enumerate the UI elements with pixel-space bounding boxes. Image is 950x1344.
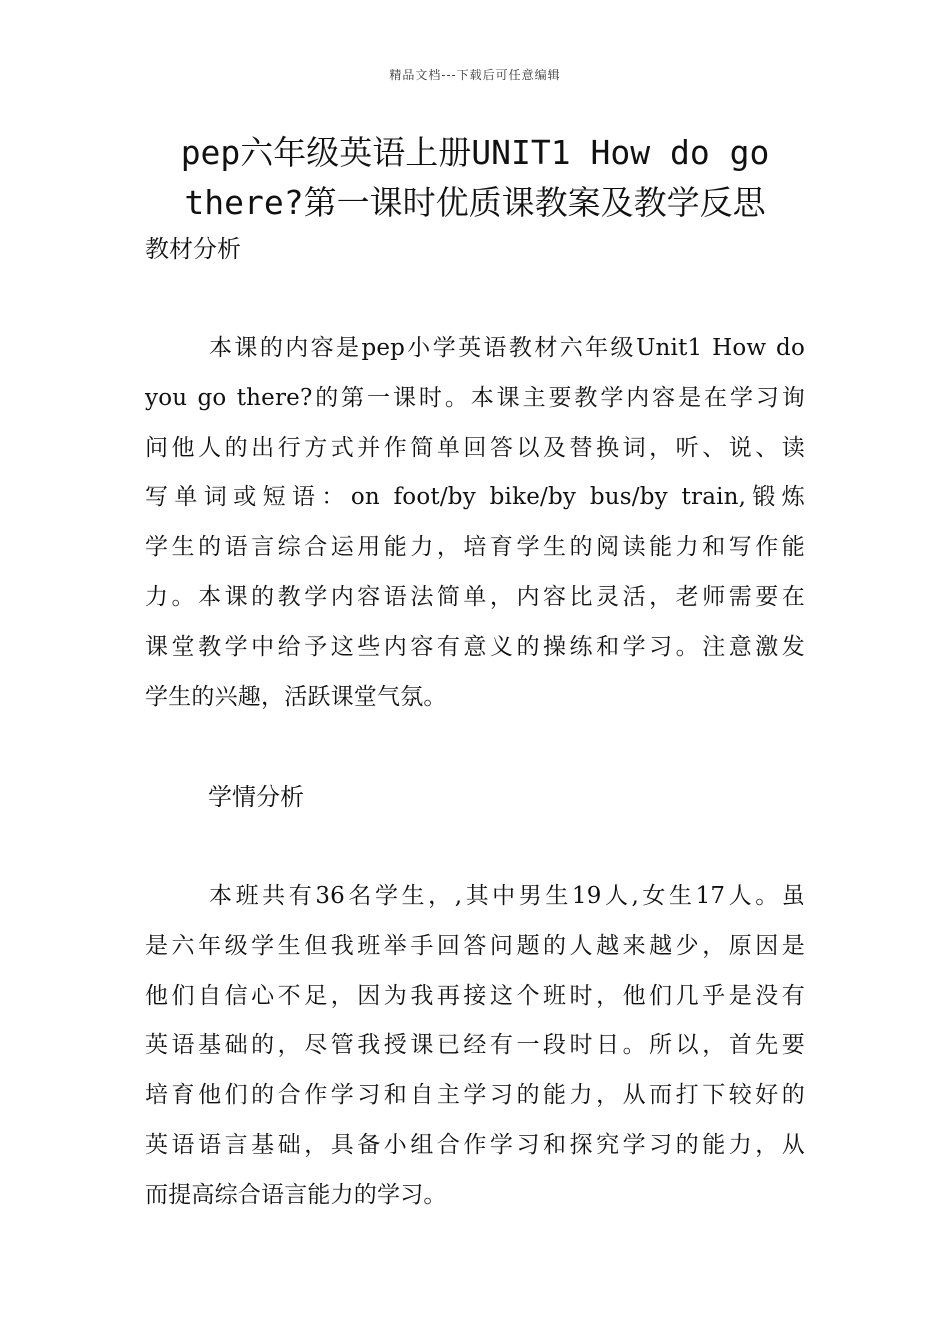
paragraph-line: 英语基础的，尽管我授课已经有一段时日。所以，首先要 [145,1032,805,1059]
section-heading-material: 教材分析 [145,235,241,263]
paragraph-line: 本班共有36名学生，,其中男生19人,女生17人。虽 [209,883,805,909]
paragraph-material-analysis [145,324,805,722]
page-header: 精品文档---下载后可任意编辑 [389,68,561,82]
paragraph-line: 英语语言基础，具备小组合作学习和探究学习的能力，从 [145,1131,805,1158]
document-title [145,128,805,228]
paragraph-line: 他们自信心不足，因为我再接这个班时，他们几乎是没有 [145,982,805,1009]
paragraph-line: 写单词或短语：on foot/by bike/by bus/by train,锻炼 [145,484,805,511]
paragraph-line: 而提高综合语言能力的学习。 [145,1181,447,1208]
paragraph-line: 学生的兴趣，活跃课堂气氛。 [145,683,447,710]
paragraph-line: 是六年级学生但我班举手回答问题的人越来越少，原因是 [145,932,805,959]
section-heading-students: 学情分析 [208,783,304,811]
paragraph-line: 力。本课的教学内容语法简单，内容比灵活，老师需要在 [145,583,805,610]
paragraph-line: 培育他们的合作学习和自主学习的能力，从而打下较好的 [145,1082,805,1109]
paragraph-line: 课堂教学中给予这些内容有意义的操练和学习。注意激发 [145,633,805,660]
paragraph-line: 问他人的出行方式并作简单回答以及替换词，听、说、读 [145,434,805,461]
title-line-2: there?第一课时优质课教案及教学反思 [184,183,766,222]
paragraph-line: 学生的语言综合运用能力，培育学生的阅读能力和写作能 [145,534,805,561]
paragraph-line: you go there?的第一课时。本课主要教学内容是在学习询 [145,384,805,411]
paragraph-student-analysis [145,872,805,1221]
title-line-1: pep六年级英语上册UNIT1 How do go [180,133,770,172]
paragraph-line: 本课的内容是pep小学英语教材六年级Unit1 How do [209,335,805,361]
